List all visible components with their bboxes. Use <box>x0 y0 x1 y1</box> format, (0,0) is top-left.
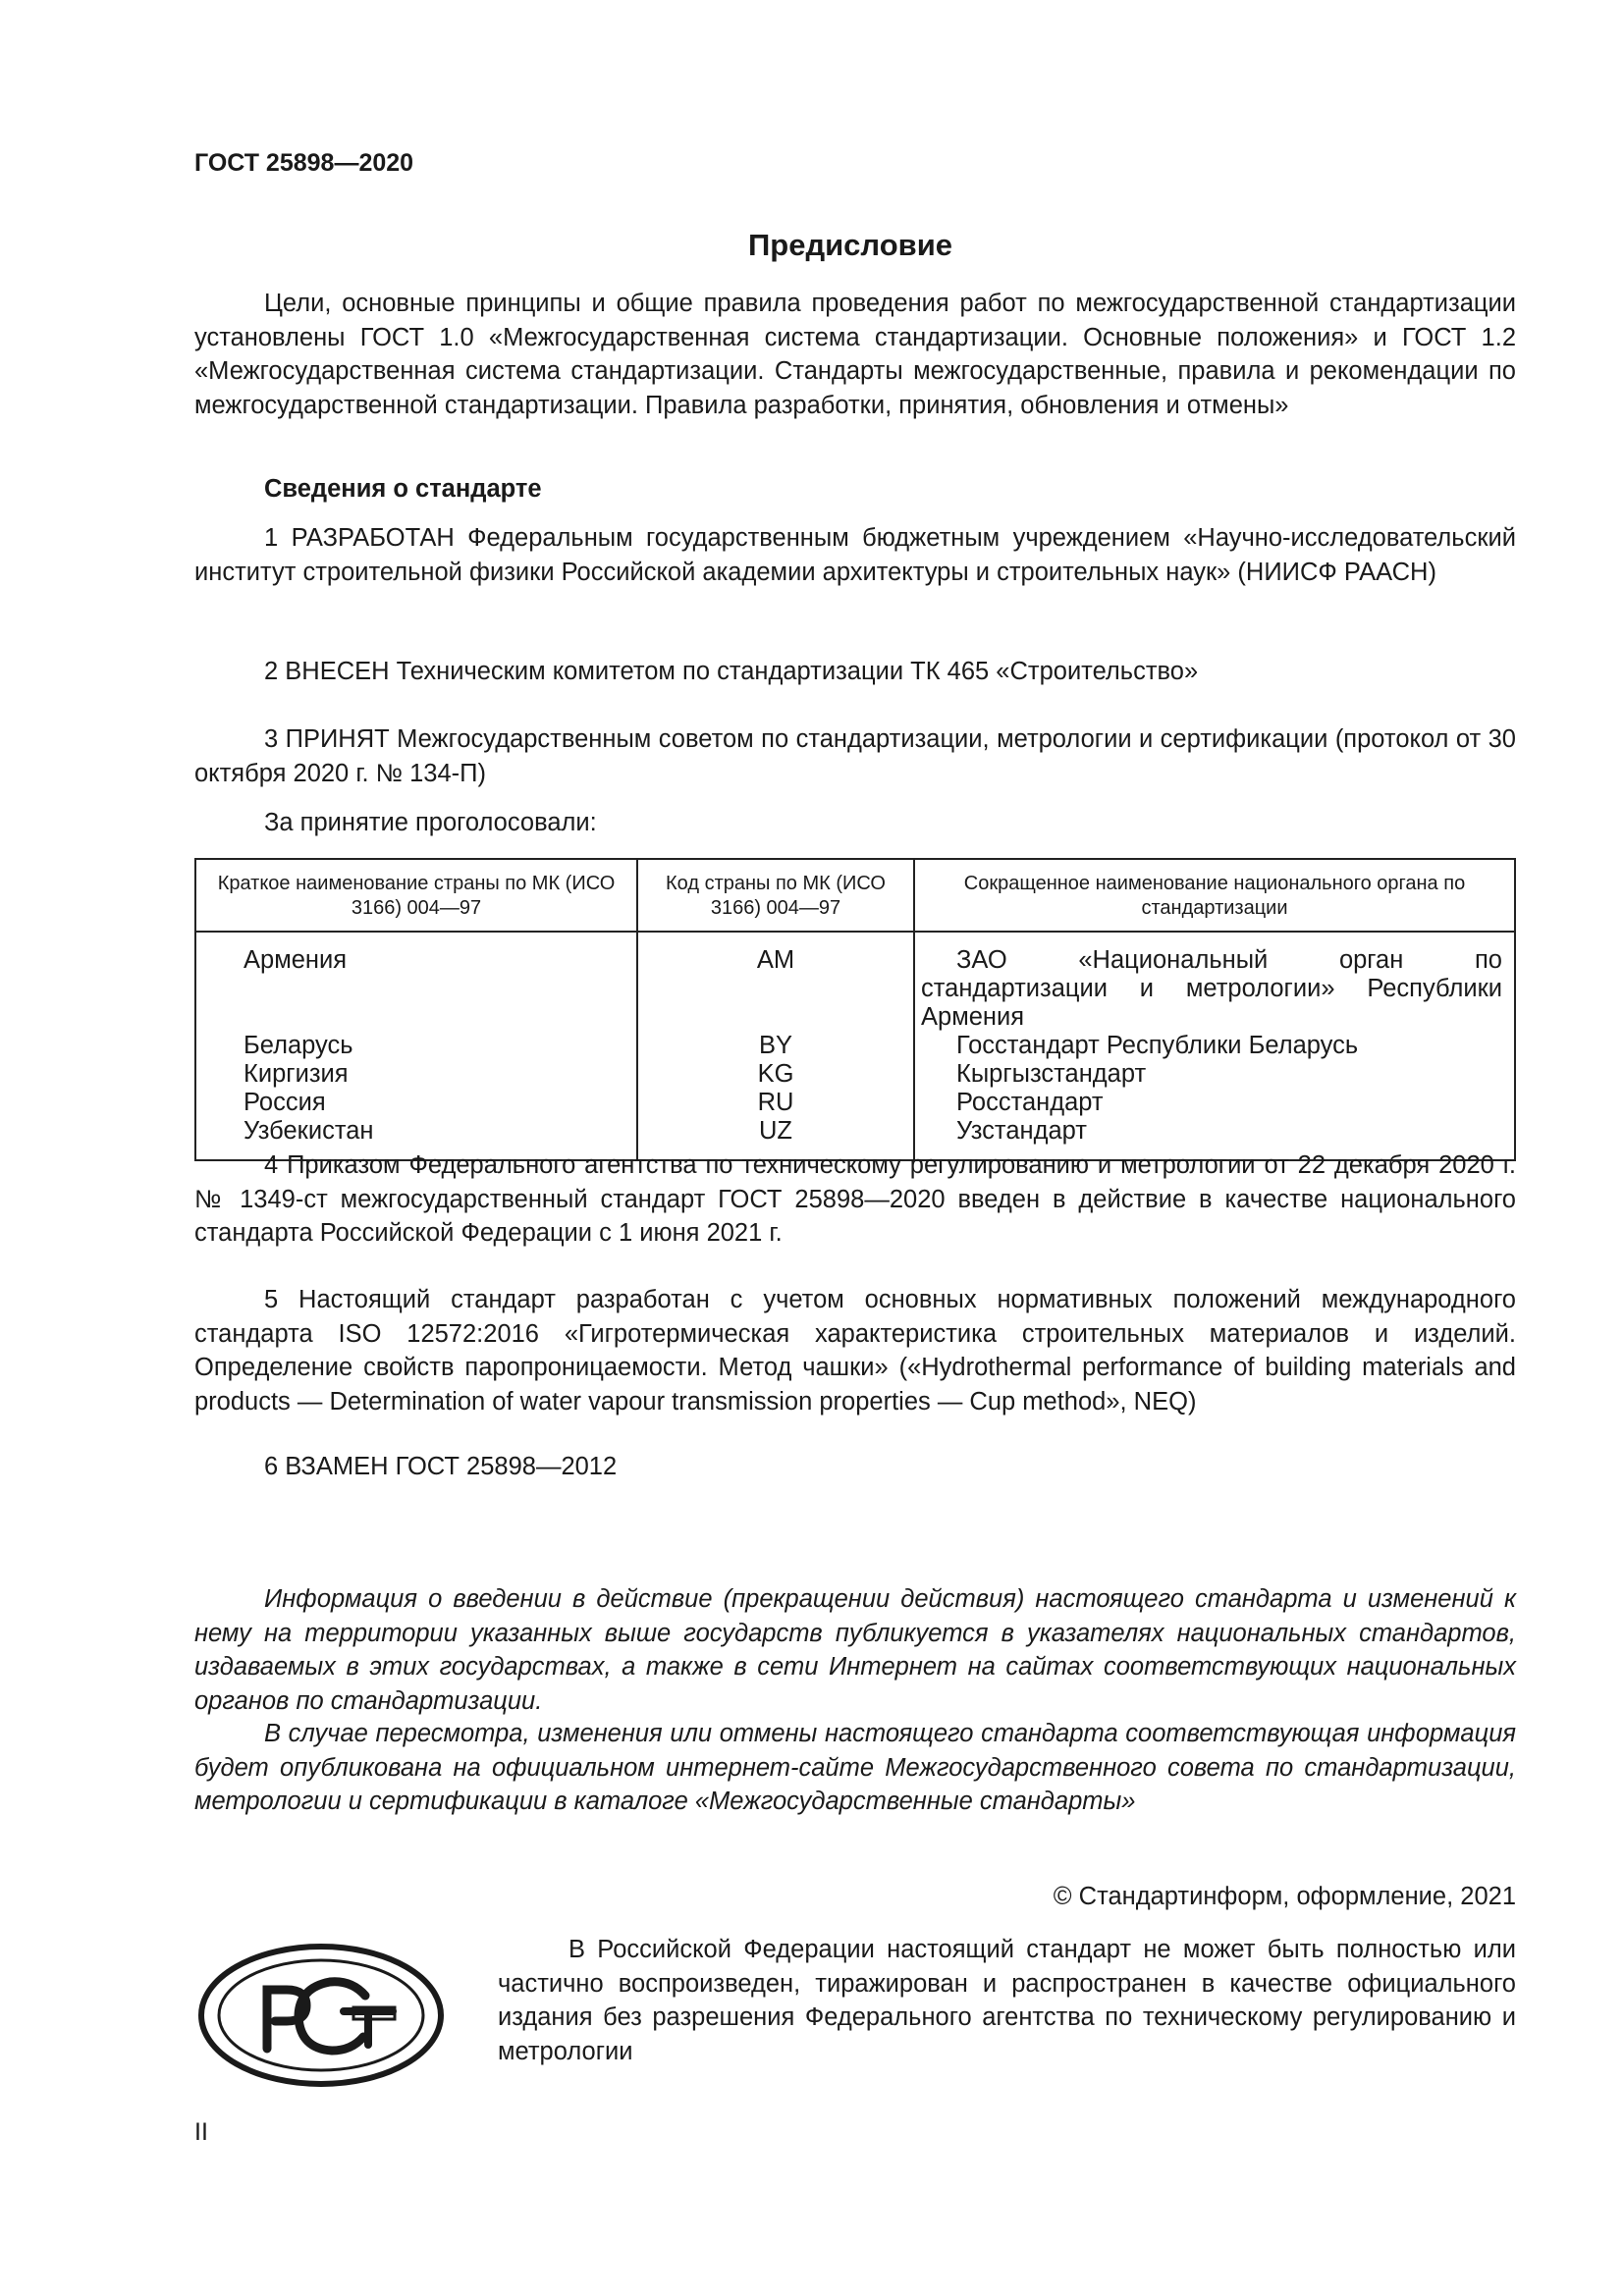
body-text: Кыргызстандарт <box>956 1060 1147 1088</box>
country-cell: Узбекистан <box>195 1117 637 1160</box>
table-header-row <box>195 859 1515 932</box>
table-row <box>195 1060 1515 1089</box>
country-cell: Россия <box>195 1089 637 1117</box>
page-title: Предисловие <box>747 228 952 262</box>
header-code: Код страны по МК (ИСО 3166) 004—97 <box>637 859 914 932</box>
voting-states-table <box>194 858 1516 1161</box>
country-cell: Беларусь <box>195 1032 637 1060</box>
country-cell: Киргизия <box>195 1060 637 1089</box>
restriction-notice: В Российской Федерации настоящий стандарт не может быть полностью или частично воспроизведен, тиражирован и распространен в качестве официального издания без разрешения Федерального агентства по техническому регулированию и метрологии <box>498 1936 1516 2065</box>
item-6-replaces: 6 ВЗАМЕН ГОСТ 25898—2012 <box>264 1453 618 1480</box>
item-2-submitted: 2 ВНЕСЕН Техническим комитетом по стандартизации ТК 465 «Строительство» <box>264 658 1199 685</box>
body-cell <box>914 1032 1515 1060</box>
item-4-order: 4 Приказом Федерального агентства по техническому регулированию и метрологии от 22 декабря 2020 г. № 1349-ст межгосударственный стандарт ГОСТ 25898—2020 введен в действие в качестве национального стандарта Российской Федерации с 1 июня 2021 г. <box>194 1151 1516 1247</box>
copyright: © Стандартинформ, оформление, 2021 <box>1053 1883 1516 1910</box>
body-cell <box>914 1060 1515 1089</box>
notice-paragraph-1: Информация о введении в действие (прекращении действия) настоящего стандарта и изменений к нему на территории указанных выше государств публикуется в указателях национальных стандартов, издаваемых в этих государствах, а также в сети Интернет на сайтах соответствующих национальных органов по стандартизации. <box>194 1585 1516 1715</box>
body-text: Росстандарт <box>956 1089 1104 1116</box>
body-text: Госстандарт Республики Беларусь <box>956 1032 1359 1059</box>
table-row <box>195 1089 1515 1117</box>
header-body: Сокращенное наименование национального органа по стандартизации <box>914 859 1515 932</box>
body-cell <box>914 932 1515 1032</box>
notice-paragraph-2: В случае пересмотра, изменения или отмены настоящего стандарта соответствующая информация будет опубликована на официальном интернет-сайте Межгосударственного совета по стандартизации, метрологии и сертификации в каталоге «Межгосударственные стандарты» <box>194 1720 1516 1815</box>
body-text: Узстандарт <box>956 1117 1087 1145</box>
document-code-header: ГОСТ 25898—2020 <box>194 149 414 177</box>
table-row <box>195 1032 1515 1060</box>
code-cell: AM <box>637 932 914 1032</box>
body-text: ЗАО «Национальный орган по стандартизации и метрологии» Республики Армения <box>921 946 1502 1031</box>
intro-paragraph: Цели, основные принципы и общие правила проведения работ по межгосударственной стандартизации установлены ГОСТ 1.0 «Межгосударственная система стандартизации. Основные положения» и ГОСТ 1.2 «Межгосударственная система стандартизации. Стандарты межгосударственные, правила и рекомендации по межгосударственной стандартизации. Правила разработки, принятия, обновления и отмены» <box>194 290 1516 419</box>
body-cell <box>914 1089 1515 1117</box>
table-row <box>195 932 1515 1032</box>
country-cell: Армения <box>195 932 637 1032</box>
code-cell: BY <box>637 1032 914 1060</box>
standard-info-heading: Сведения о стандарте <box>264 475 542 503</box>
pct-certification-mark-icon <box>196 1939 452 2096</box>
item-3-adopted: 3 ПРИНЯТ Межгосударственным советом по стандартизации, метрологии и сертификации (протокол от 30 октября 2020 г. № 134-П) <box>194 725 1516 787</box>
item-1-developer: 1 РАЗРАБОТАН Федеральным государственным бюджетным учреждением «Научно-исследовательский институт строительной физики Российской академии архитектуры и строительных наук» (НИИСФ РААСН) <box>194 524 1516 586</box>
vote-label: За принятие проголосовали: <box>264 809 597 836</box>
page-number: II <box>194 2118 208 2146</box>
header-country: Краткое наименование страны по МК (ИСО 3166) 004—97 <box>195 859 637 932</box>
item-5-basis: 5 Настоящий стандарт разработан с учетом основных нормативных положений международного стандарта ISO 12572:2016 «Гигротермическая характеристика строительных материалов и изделий. Определение свойств паропроницаемости. Метод чашки» («Hydrothermal performance of building materials and products — Determination of water vapour transmission properties — Cup method», NEQ) <box>194 1286 1516 1415</box>
code-cell: UZ <box>637 1117 914 1160</box>
code-cell: RU <box>637 1089 914 1117</box>
code-cell: KG <box>637 1060 914 1089</box>
